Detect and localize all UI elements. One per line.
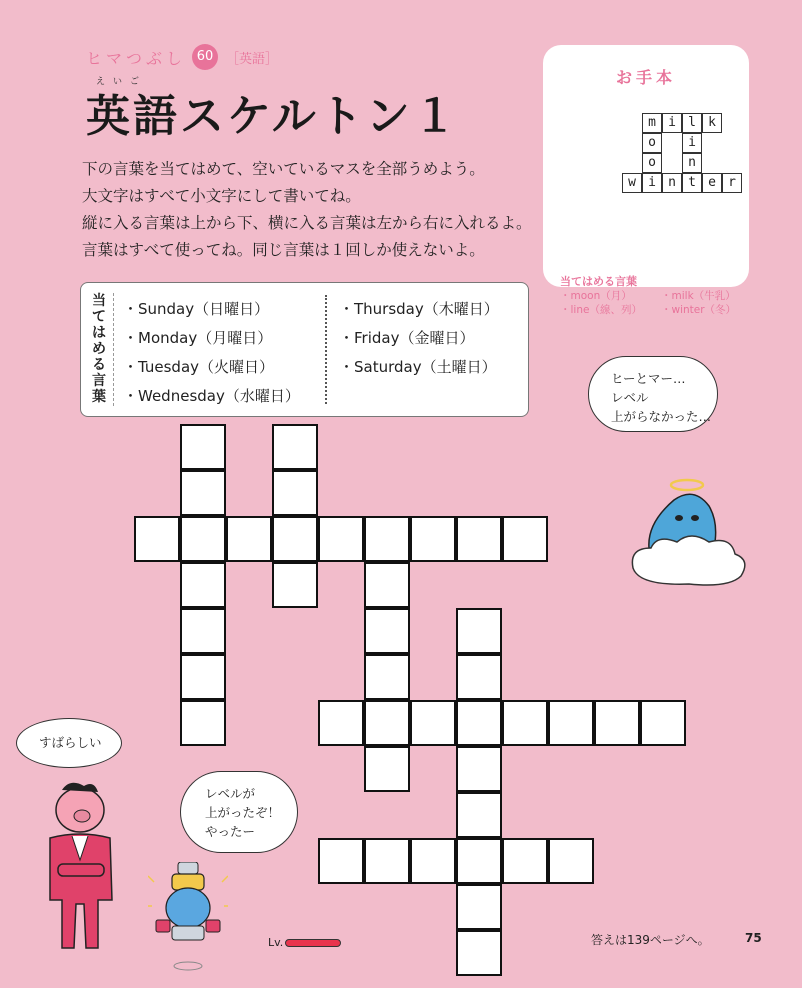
example-list-left [560, 289, 642, 317]
crossword-cell[interactable] [502, 838, 548, 884]
instruction-line: 下の言葉を当てはめて、空いているマスを全部うめよう。 [82, 160, 485, 178]
example-word: ・milk（牛乳） [661, 290, 736, 302]
word-list-box [80, 282, 529, 417]
page-title: 英語スケルトン１ [86, 91, 460, 142]
crossword-cell[interactable] [410, 838, 456, 884]
crossword-cell[interactable] [594, 700, 640, 746]
series-number-badge: 60 [192, 44, 218, 70]
crossword-cell[interactable] [134, 516, 180, 562]
divider [113, 293, 114, 406]
word-item: ・Tuesday（火曜日） [123, 358, 275, 376]
crossword-cell[interactable] [456, 700, 502, 746]
example-list-right [661, 289, 736, 317]
crossword-cell[interactable] [364, 562, 410, 608]
crossword-cell[interactable] [272, 516, 318, 562]
speech-bubble-robot [180, 771, 298, 853]
example-cell: n [682, 153, 702, 173]
crossword-cell[interactable] [548, 838, 594, 884]
level-bar [285, 939, 341, 947]
crossword-cell[interactable] [272, 562, 318, 608]
word-list-right [339, 295, 499, 382]
crossword-cell[interactable] [272, 424, 318, 470]
crossword-cell[interactable] [456, 654, 502, 700]
level-label: Lv. [268, 936, 284, 949]
word-item: ・Thursday（木曜日） [339, 300, 499, 318]
crossword-cell[interactable] [180, 424, 226, 470]
example-cell: e [702, 173, 722, 193]
crossword-cell[interactable] [364, 516, 410, 562]
crossword-cell[interactable] [364, 746, 410, 792]
crossword-cell[interactable] [180, 700, 226, 746]
word-list-label: 当てはめる言葉 [92, 293, 106, 405]
crossword-cell[interactable] [318, 838, 364, 884]
crossword-cell[interactable] [180, 562, 226, 608]
example-cell: i [662, 113, 682, 133]
crossword-cell[interactable] [364, 700, 410, 746]
word-item: ・Friday（金曜日） [339, 329, 475, 347]
example-word: ・winter（冬） [661, 304, 737, 316]
word-list-left [123, 295, 300, 411]
crossword-cell[interactable] [180, 654, 226, 700]
speech-text: ヒーとマー… レベル 上がらなかった… [611, 371, 712, 424]
crossword-cell[interactable] [456, 838, 502, 884]
example-cell: k [702, 113, 722, 133]
example-word: ・moon（月） [560, 290, 632, 302]
category-label: ［英語］ [226, 51, 279, 67]
crossword-cell[interactable] [318, 700, 364, 746]
crossword-cell[interactable] [180, 608, 226, 654]
word-item: ・Sunday（日曜日） [123, 300, 270, 318]
robot-character-illustration [148, 862, 228, 974]
instructions [82, 156, 552, 264]
level-meter [268, 936, 341, 949]
example-cell: m [642, 113, 662, 133]
speech-bubble-pig [16, 718, 122, 768]
crossword-cell[interactable] [410, 700, 456, 746]
example-cell: i [642, 173, 662, 193]
crossword-cell[interactable] [502, 516, 548, 562]
crossword-cell[interactable] [456, 884, 502, 930]
example-cell: o [642, 133, 662, 153]
crossword-cell[interactable] [502, 700, 548, 746]
crossword-cell[interactable] [226, 516, 272, 562]
crossword-cell[interactable] [456, 930, 502, 976]
word-item: ・Wednesday（水曜日） [123, 387, 300, 405]
crossword-cell[interactable] [548, 700, 594, 746]
speech-bubble-cloud-character [588, 356, 718, 432]
example-panel [543, 45, 749, 316]
example-cell: w [622, 173, 642, 193]
example-cell: r [722, 173, 742, 193]
crossword-cell[interactable] [272, 470, 318, 516]
series-header [86, 44, 278, 70]
example-cell: o [642, 153, 662, 173]
word-item: ・Monday（月曜日） [123, 329, 273, 347]
title-ruby: えいご [96, 77, 148, 87]
word-item: ・Saturday（土曜日） [339, 358, 497, 376]
cloud-character-illustration [629, 478, 749, 588]
example-title: お手本 [615, 68, 676, 87]
divider [325, 295, 327, 404]
crossword-cell[interactable] [318, 516, 364, 562]
example-cell: i [682, 133, 702, 153]
crossword-cell[interactable] [456, 516, 502, 562]
crossword-cell[interactable] [180, 516, 226, 562]
example-word: ・line（線、列） [560, 304, 642, 316]
crossword-cell[interactable] [410, 516, 456, 562]
speech-text: すばらしい [39, 735, 102, 750]
instruction-line: 大文字はすべて小文字にして書いてね。 [82, 187, 361, 205]
crossword-cell[interactable] [180, 470, 226, 516]
example-word-label: 当てはめる言葉 [560, 275, 637, 288]
crossword-cell[interactable] [456, 608, 502, 654]
example-cell: t [682, 173, 702, 193]
crossword-cell[interactable] [640, 700, 686, 746]
crossword-cell[interactable] [456, 746, 502, 792]
crossword-cell[interactable] [364, 838, 410, 884]
instruction-line: 縦に入る言葉は上から下、横に入る言葉は左から右に入れるよ。 [82, 214, 532, 232]
crossword-cell[interactable] [364, 654, 410, 700]
instruction-line: 言葉はすべて使ってね。同じ言葉は１回しか使えないよ。 [82, 241, 485, 259]
example-cell: n [662, 173, 682, 193]
example-cell: l [682, 113, 702, 133]
answer-note: 答えは139ページへ。 [591, 933, 710, 947]
crossword-cell[interactable] [364, 608, 410, 654]
page-number: 75 [745, 931, 762, 945]
speech-text: レベルが 上がったぞ！ やったー [205, 786, 281, 839]
pig-character-illustration [40, 780, 130, 950]
series-label: ヒマつぶし [86, 48, 187, 68]
crossword-cell[interactable] [456, 792, 502, 838]
